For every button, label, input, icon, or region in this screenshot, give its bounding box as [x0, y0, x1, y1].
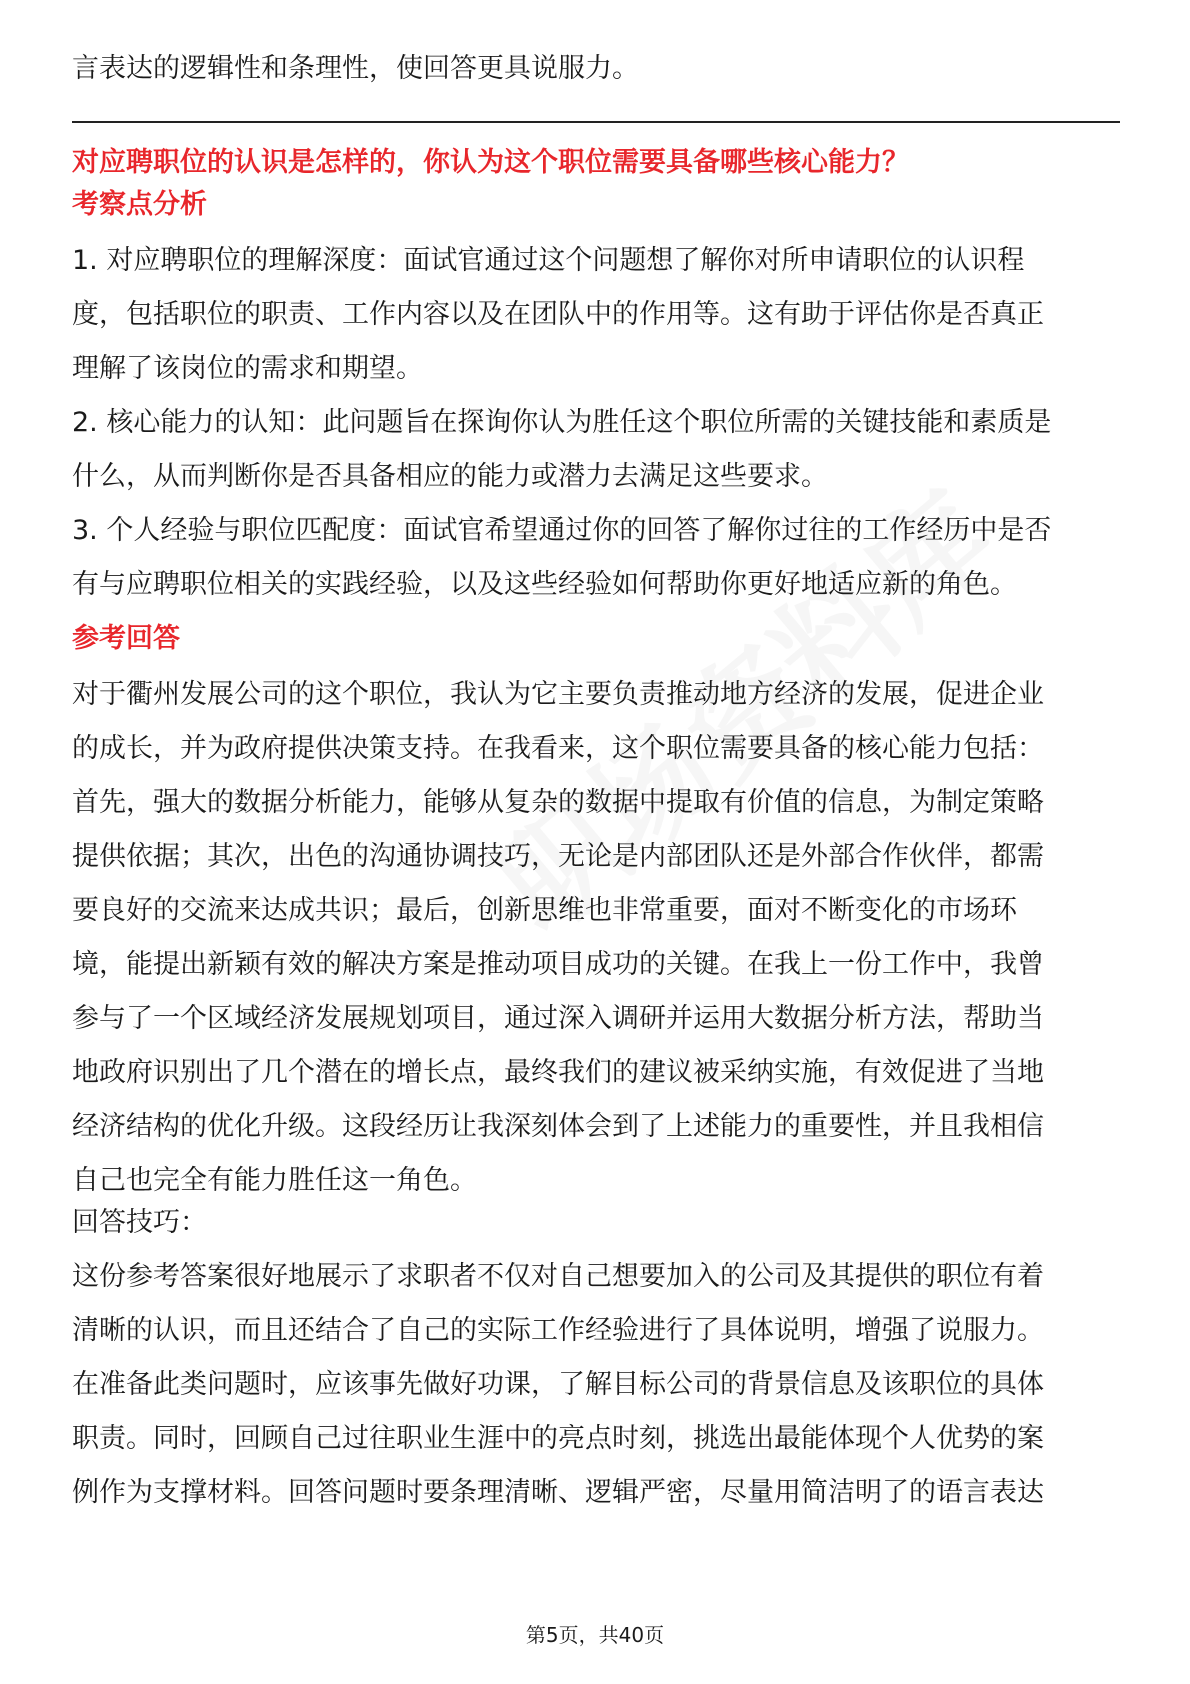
reference-line: 的成长，并为政府提供决策支持。在我看来，这个职位需要具备的核心能力包括： — [72, 733, 1044, 764]
reference-section — [72, 610, 1122, 1208]
reference-line: 对于衢州发展公司的这个职位，我认为它主要负责推动地方经济的发展，促进企业 — [72, 679, 1044, 710]
reference-line: 要良好的交流来达成共识；最后，创新思维也非常重要，面对不断变化的市场环 — [72, 895, 1017, 926]
reference-line: 自己也完全有能力胜任这一角色。 — [72, 1165, 477, 1196]
page-number: 第5页，共40页 — [525, 1623, 665, 1647]
tips-line: 职责。同时，回顾自己过往职业生涯中的亮点时刻，挑选出最能体现个人优势的案 — [72, 1423, 1044, 1454]
reference-line: 首先，强大的数据分析能力，能够从复杂的数据中提取有价值的信息，为制定策略 — [72, 787, 1044, 818]
analysis-line: 度，包括职位的职责、工作内容以及在团队中的作用等。这有助于评估你是否真正 — [72, 299, 1044, 330]
analysis-line: 什么，从而判断你是否具备相应的能力或潜力去满足这些要求。 — [72, 461, 828, 492]
reference-line: 境，能提出新颖有效的解决方案是推动项目成功的关键。在我上一份工作中，我曾 — [72, 949, 1044, 980]
tips-line: 清晰的认识，而且还结合了自己的实际工作经验进行了具体说明，增强了说服力。 — [72, 1315, 1044, 1346]
intro-line: 言表达的逻辑性和条理性，使回答更具说服力。 — [72, 53, 639, 84]
analysis-line: 1. 对应聘职位的理解深度：面试官通过这个问题想了解你对所申请职位的认识程 — [72, 245, 1025, 276]
tips-line: 这份参考答案很好地展示了求职者不仅对自己想要加入的公司及其提供的职位有着 — [72, 1261, 1044, 1292]
question-title: 对应聘职位的认识是怎样的，你认为这个职位需要具备哪些核心能力？ — [72, 147, 909, 178]
section-divider — [72, 121, 1120, 123]
tips-section — [72, 1196, 1122, 1520]
reference-line: 经济结构的优化升级。这段经历让我深刻体会到了上述能力的重要性，并且我相信 — [72, 1111, 1044, 1142]
tips-heading: 回答技巧： — [72, 1207, 207, 1238]
intro-continuation — [72, 40, 1122, 98]
analysis-section — [72, 176, 1122, 612]
reference-line: 地政府识别出了几个潜在的增长点，最终我们的建议被采纳实施，有效促进了当地 — [72, 1057, 1044, 1088]
analysis-heading: 考察点分析 — [72, 189, 207, 220]
reference-line: 参与了一个区域经济发展规划项目，通过深入调研并运用大数据分析方法，帮助当 — [72, 1003, 1044, 1034]
tips-line: 例作为支撑材料。回答问题时要条理清晰、逻辑严密，尽量用简洁明了的语言表达 — [72, 1477, 1044, 1508]
reference-heading: 参考回答 — [72, 623, 180, 654]
analysis-line: 3. 个人经验与职位匹配度：面试官希望通过你的回答了解你过往的工作经历中是否 — [72, 515, 1052, 546]
analysis-line: 理解了该岗位的需求和期望。 — [72, 353, 423, 384]
reference-line: 提供依据；其次，出色的沟通协调技巧，无论是内部团队还是外部合作伙伴，都需 — [72, 841, 1044, 872]
tips-line: 在准备此类问题时，应该事先做好功课，了解目标公司的背景信息及该职位的具体 — [72, 1369, 1044, 1400]
analysis-line: 2. 核心能力的认知：此问题旨在探询你认为胜任这个职位所需的关键技能和素质是 — [72, 407, 1052, 438]
analysis-line: 有与应聘职位相关的实践经验，以及这些经验如何帮助你更好地适应新的角色。 — [72, 569, 1017, 600]
